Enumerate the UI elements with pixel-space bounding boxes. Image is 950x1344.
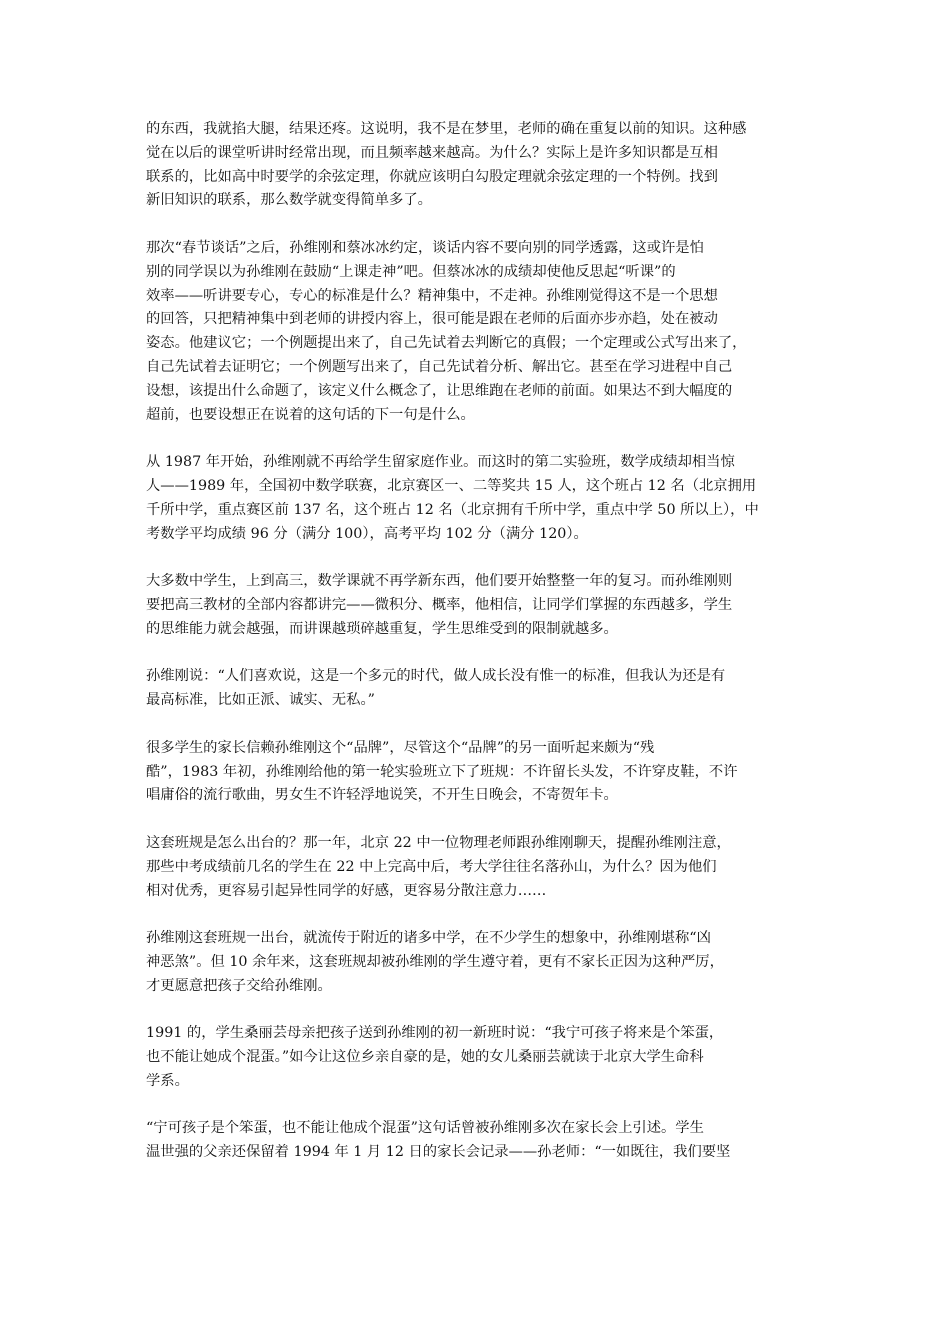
text-line: 相对优秀，更容易引起异性同学的好感，更容易分散注意力…… [146,882,547,899]
text-line: 自己先试着去证明它；一个例题写出来了，自己先试着分析、解出它。甚至在学习进程中自己 [146,358,733,375]
text-line: 这套班规是怎么出台的？那一年，北京 22 中一位物理老师跟孙维刚聊天，提醒孙维刚注意， [146,834,731,851]
text-line: 最高标准，比如正派、诚实、无私。” [146,692,375,709]
document-body [146,118,808,1189]
paragraph-10 [146,1117,808,1165]
paragraph-7 [146,832,808,903]
paragraph-1 [146,118,808,213]
paragraph-3 [146,451,808,546]
text-line: 的思维能力就会越强，而讲课越琐碎越重复，学生思维受到的限制就越多。 [146,620,618,637]
text-line: 姿态。他建议它；一个例题提出来了，自己先试着去判断它的真假；一个定理或公式写出来了， [146,335,747,352]
text-line: 联系的，比如高中时要学的余弦定理，你就应该明白勾股定理就余弦定理的一个特例。找到 [146,168,718,185]
paragraph-6 [146,737,808,808]
text-line: 人——1989 年，全国初中数学联赛，北京赛区一、二等奖共 15 人，这个班占 12 名（北京拥用 [146,477,757,494]
text-line: 1991 的，学生桑丽芸母亲把孩子送到孙维刚的初一新班时说：“我宁可孩子将来是个笨蛋， [146,1025,724,1042]
text-line: 那些中考成绩前几名的学生在 22 中上完高中后，考大学往往名落孙山，为什么？因为他们 [146,858,717,875]
text-line: 孙维刚说：“人们喜欢说，这是一个多元的时代，做人成长没有惟一的标准，但我认为还是有 [146,668,726,685]
text-line: 学系。 [146,1072,189,1089]
text-line: 那次“春节谈话”之后，孙维刚和蔡冰冰约定，谈话内容不要向别的同学透露，这或许是怕 [146,239,704,256]
text-line: 觉在以后的课堂听讲时经常出现，而且频率越来越高。为什么？实际上是许多知识都是互相 [146,144,718,161]
text-line: 的回答，只把精神集中到老师的讲授内容上，很可能是跟在老师的后面亦步亦趋，处在被动 [146,311,718,328]
text-line: 大多数中学生，上到高三，数学课就不再学新东西，他们要开始整整一年的复习。而孙维刚则 [146,573,733,590]
text-line: 新旧知识的联系，那么数学就变得简单多了。 [146,192,432,209]
text-line: 效率——听讲要专心，专心的标准是什么？精神集中，不走神。孙维刚觉得这不是一个思想 [146,287,718,304]
text-line: 神恶煞”。但 10 余年来，这套班规却被孙维刚的学生遵守着，更有不家长正因为这种严厉， [146,953,724,970]
paragraph-9 [146,1022,808,1093]
text-line: 设想，该提出什么命题了，该定义什么概念了，让思维跑在老师的前面。如果达不到大幅度的 [146,382,733,399]
text-line: 温世强的父亲还保留着 1994 年 1 月 12 日的家长会记录——孙老师：“一如既往，我们要坚 [146,1144,731,1161]
text-line: 也不能让她成个混蛋。”如今让这位乡亲自豪的是，她的女儿桑丽芸就读于北京大学生命科 [146,1049,704,1066]
text-line: 唱庸俗的流行歌曲，男女生不许轻浮地说笑，不开生日晚会，不寄贺年卡。 [146,787,618,804]
text-line: 千所中学，重点赛区前 137 名，这个班占 12 名（北京拥有千所中学，重点中学 50 所以上），中 [146,501,759,518]
text-line: 超前，也要设想正在说着的这句话的下一句是什么。 [146,406,475,423]
paragraph-5 [146,665,808,713]
text-line: 很多学生的家长信赖孙维刚这个“品牌”，尽管这个“品牌”的另一面听起来颇为“残 [146,739,655,756]
text-line: 酷”，1983 年初，孙维刚给他的第一轮实验班立下了班规：不许留长头发，不许穿皮鞋，不许 [146,763,738,780]
text-line: 要把高三教材的全部内容都讲完——微积分、概率，他相信，让同学们掌握的东西越多，学生 [146,596,733,613]
paragraph-4 [146,570,808,641]
text-line: “宁可孩子是个笨蛋，也不能让他成个混蛋”这句话曾被孙维刚多次在家长会上引述。学生 [146,1120,704,1137]
text-line: 才更愿意把孩子交给孙维刚。 [146,977,332,994]
text-line: 孙维刚这套班规一出台，就流传于附近的诸多中学，在不少学生的想象中，孙维刚堪称“凶 [146,930,711,947]
text-line: 的东西，我就掐大腿，结果还疼。这说明，我不是在梦里，老师的确在重复以前的知识。这种感 [146,121,747,137]
paragraph-8 [146,927,808,998]
text-line: 考数学平均成绩 96 分（满分 100），高考平均 102 分（满分 120）。 [146,525,588,542]
text-line: 别的同学误以为孙维刚在鼓励“上课走神”吧。但蔡冰冰的成绩却使他反思起“听课”的 [146,263,676,280]
text-line: 从 1987 年开始，孙维刚就不再给学生留家庭作业。而这时的第二实验班，数学成绩却相当惊 [146,454,735,471]
paragraph-2 [146,237,808,427]
